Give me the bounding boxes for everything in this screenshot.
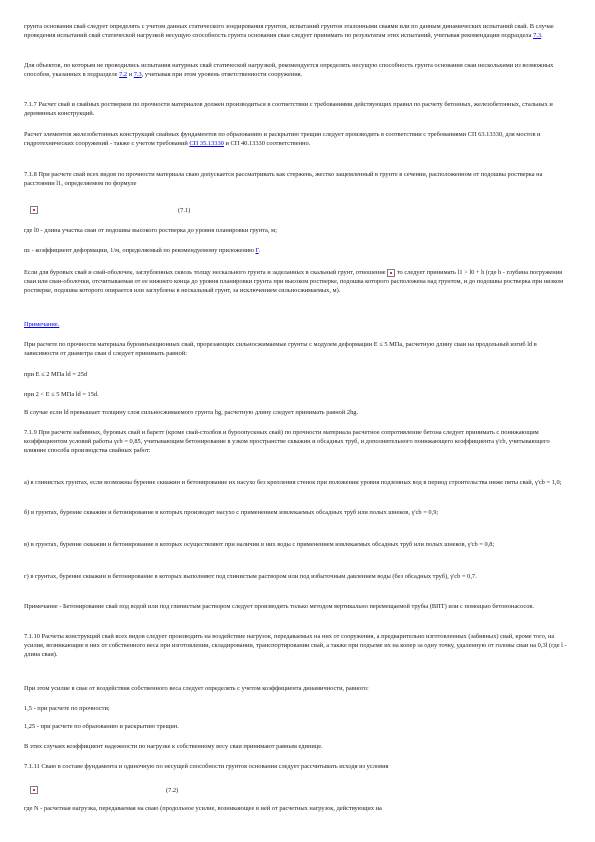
paragraph: В этих случаях коэффициент надежности по нагрузке к собственному весу сваи принимают равным единице. xyxy=(24,743,323,750)
paragraph: В случае если ld превышает толщину слоя сильносжимаемого грунта hg, расчетную длину следует принимать равной 2hg. xyxy=(24,409,359,416)
ref-link-appendix-g[interactable]: Г xyxy=(255,247,259,254)
paragraph: При расчете по прочности материала буроинъекционных свай, прорезающих сильносжимаемые грунты с модулем деформации E ≤ 5 МПа, расчетную длину сваи на продольный изгиб ld в зависимости от диаметра сваи d следует принимать равной: xyxy=(24,341,537,358)
paragraph: в) в грунтах, бурение скважин и бетонирование в которых осуществляют при наличии в них воды с применением извлекаемых обсадных труб или полых шнеков, γ'cb = 0,8; xyxy=(24,541,495,548)
paragraph: 7.1.11 Сваю в составе фундамента и одиночную по несущей способности грунтов основания следует рассчитывать исходя из условия xyxy=(24,763,389,770)
note-link[interactable]: Примечание. xyxy=(24,321,60,328)
paragraph: 7.1.8 При расчете свай всех видов по прочности материала сваю допускается рассматривать как стержень, жестко защемленный в грунте в сечении, расположенном от подошвы ростверка на расстоянии l1, определяемом по формуле xyxy=(24,171,543,188)
note-heading xyxy=(24,320,572,329)
paragraph: 1,25 - при расчете по образованию и раскрытию трещин. xyxy=(24,723,179,730)
paragraph: где N - расчетная нагрузка, передаваемая на сваю (продольное усилие, возникающее в ней от расчетных нагрузок, действующих на xyxy=(24,805,382,812)
broken-image-icon xyxy=(30,206,38,214)
paragraph: при E ≤ 2 МПа ld = 25d xyxy=(24,371,88,378)
paragraph: Примечание - Бетонирование свай под водой или под глинистым раствором следует производить только методом вертикально перемещаемой трубы (ВПТ) или с помощью бетононасосов. xyxy=(24,603,535,610)
ref-link-7-2[interactable]: 7.2 xyxy=(119,71,128,79)
formula-number: (7.1) xyxy=(178,207,191,214)
ref-link-7-3[interactable]: 7.3 xyxy=(533,32,542,40)
paragraph: 7.1.9 При расчете набивных, буровых свай и баретт (кроме свай-столбов и буроопускных свай) по прочности материала расчетное сопротивление бетона следует принимать с понижающим коэффициентом условий работы γcb = 0,85, учитывающим бетонирование в узком пространстве скважин и обсадных труб, и дополнительного понижающего коэффициента γ'cb, учитывающего влияние способа производства свайных работ: xyxy=(24,429,550,455)
ref-link-sp-35[interactable]: СП 35.13330 xyxy=(189,140,224,148)
paragraph: Расчет элементов железобетонных конструкций свайных фундаментов по образованию и раскрытию трещин следует производить в соответствии с требованиями СП 63.13330, для мостов и гидротехнических сооружений - также с учетом требований СП 35.13330 и СП 40.13330 соответственно. xyxy=(24,131,541,148)
paragraph: при 2 < E ≤ 5 МПа ld = 15d. xyxy=(24,391,99,398)
paragraph: б) в грунтах, бурение скважин и бетонирование в которых производят насухо с применением извлекаемых обсадных труб или полых шнеков, γ'cb = 0,9; xyxy=(24,509,439,516)
paragraph: грунта основания свай следует определять с учетом данных статического зондирования грунтов, испытаний грунтов эталонными сваями или по данным динамических испытаний свай. В случае проведения испытаний свай статической нагрузкой несущую способность грунта основания сваи следует принимать по результатам этих испытаний, учитывая рекомендации подраздела 7.3. xyxy=(24,23,554,40)
paragraph: где l0 - длина участка сваи от подошвы высокого ростверка до уровня планировки грунта, м; xyxy=(24,227,277,234)
paragraph: 1,5 - при расчете по прочности; xyxy=(24,705,110,712)
paragraph: 7.1.7 Расчет свай и свайных ростверков по прочности материалов должен производиться в соответствии с требованиями действующих правил по расчету бетонных, железобетонных, стальных и деревянных конструкций. xyxy=(24,101,553,118)
paragraph: а) в глинистых грунтах, если возможны бурение скважин и бетонирование их насухо без крепления стенок при положении уровня подземных вод в период строительства ниже пяты свай, γ'cb = 1,0; xyxy=(24,479,562,486)
broken-image-icon xyxy=(30,786,38,794)
broken-image-icon xyxy=(387,269,395,277)
paragraph: Для объектов, по которым не проводились испытания натурных свай статической нагрузкой, рекомендуется определять несущую способность грунта основания сваи несколькими из возможных способов, указанных в подразделе 7.2 и 7.3, учитывая при этом уровень ответственности сооружения. xyxy=(24,62,554,79)
paragraph: Если для буровых свай и свай-оболочек, заглубленных сквозь толщу нескального грунта и заделанных в скальный грунт, отношение то следует принимать l1 > l0 + h (где h - глубина погружения сваи или сваи-оболочки, отсчитываемая от ее нижнего конца до уровня планировки грунта при высоком ростверке, подошва которого расположена над грунтом, и до подошвы ростверка при низком ростверке, подошва которого опирается или заглублена в нескальный грунт, за исключением сильносжимаемых, м). xyxy=(24,269,564,295)
paragraph: При этом усилие в свае от воздействия собственного веса следует определять с учетом коэффициента динамичности, равного: xyxy=(24,685,369,692)
paragraph: 7.1.10 Расчеты конструкций свай всех видов следует производить на воздействие нагрузок, передаваемых на них от сооружения, а предварительно изготовленных (забивных) свай, кроме того, на усилия, возникающие в них от собственного веса при изготовлении, складировании, транспортировании свай, а также при подъеме их на копер за одну точку, удаленную от головы сваи на 0,3l (где l - длина сваи). xyxy=(24,633,567,659)
paragraph: г) в грунтах, бурение скважин и бетонирование в которых выполняют под глинистым раствором или под избыточным давлением воды (без обсадных труб), γ'cb = 0,7. xyxy=(24,573,477,580)
paragraph: αε - коэффициент деформации, 1/м, определяемый по рекомендуемому приложению Г. xyxy=(24,247,261,254)
ref-link-7-3[interactable]: 7.3 xyxy=(133,71,142,79)
formula-number: (7.2) xyxy=(166,787,179,794)
